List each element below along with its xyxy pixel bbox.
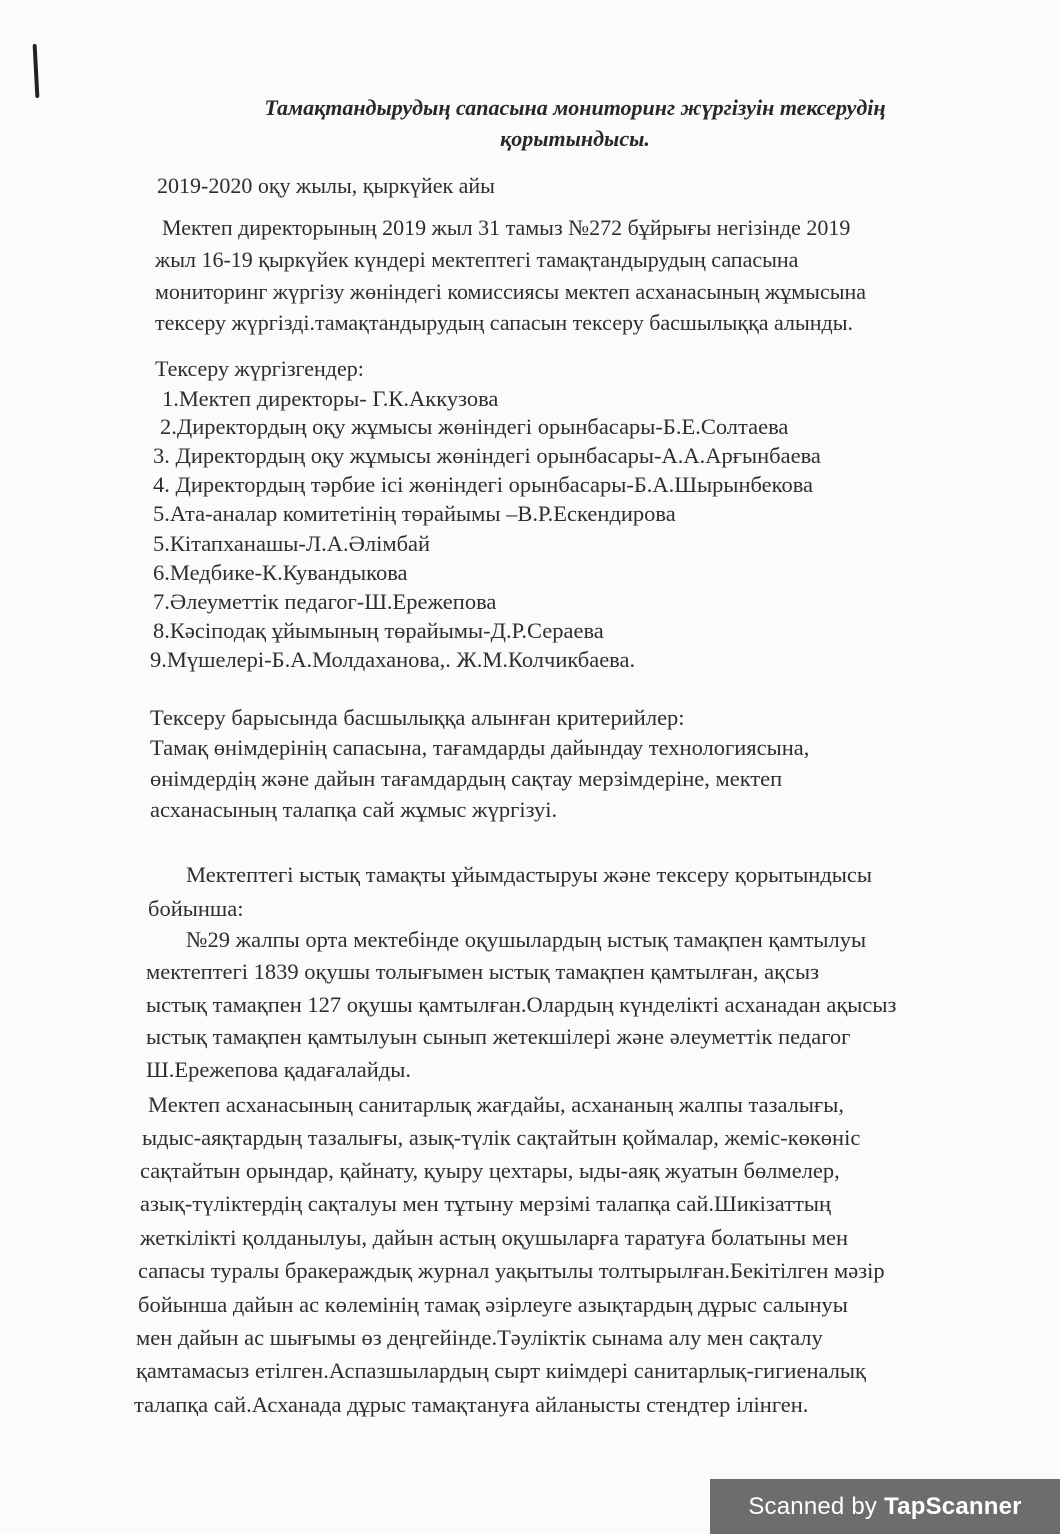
- results-line: Мектептегі ыстық тамақты ұйымдастыруы және тексеру қорытындысы: [186, 862, 873, 887]
- intro-line: жыл 16-19 қыркүйек күндері мектептегі тамақтандырудың сапасына: [155, 247, 799, 272]
- intro-line: тексеру жүргізді.тамақтандырудың сапасын тексеру басшылыққа алынды.: [155, 310, 854, 335]
- inspector-item: 4. Директордың тәрбие ісі жөніндегі орынбасары-Б.А.Шырынбекова: [153, 472, 814, 497]
- results-line: Мектеп асханасының санитарлық жағдайы, асхананың жалпы тазалығы,: [148, 1092, 844, 1117]
- results-line: №29 жалпы орта мектебінде оқушылардың ыстық тамақпен қамтылуы: [186, 927, 867, 952]
- inspectors-heading: Тексеру жүргізгендер:: [155, 356, 364, 381]
- inspector-item: 1.Мектеп директоры- Г.К.Аккузова: [162, 386, 499, 411]
- results-line: азық-түліктердің сақталуы мен тұтыну мерзімі талапқа сай.Шикізаттың: [140, 1191, 832, 1216]
- title-line-2: қорытындысы.: [500, 126, 650, 151]
- criteria-line: Тексеру барысында басшылыққа алынған критерийлер:: [150, 705, 685, 730]
- results-line: сапасы туралы бракераждық журнал уақытылы толтырылған.Бекітілген мәзір: [138, 1258, 885, 1283]
- intro-line: мониторинг жүргізу жөніндегі комиссиясы мектеп асханасының жұмысына: [155, 279, 867, 304]
- results-line: мектептегі 1839 оқушы толығымен ыстық тамақпен қамтылған, ақсыз: [146, 959, 819, 984]
- scanner-watermark: [710, 1479, 1060, 1534]
- pen-margin-mark: [33, 44, 40, 98]
- results-line: ыстық тамақпен 127 оқушы қамтылған.Олардың күнделікті асханадан ақысыз: [146, 992, 897, 1017]
- inspector-item: 8.Кәсіподақ ұйымының төрайымы-Д.Р.Сераева: [153, 618, 604, 643]
- results-line: мен дайын ас шығымы өз деңгейінде.Тәуліктік сынама алу мен сақталу: [136, 1325, 823, 1350]
- results-line: сақтайтын орындар, қайнату, қуыру цехтары, ыды-аяқ жуатын бөлмелер,: [140, 1158, 840, 1183]
- criteria-line: Тамақ өнімдерінің сапасына, тағамдарды дайындау технологиясына,: [150, 735, 810, 760]
- results-line: талапқа сай.Асханада дұрыс тамақтануға айланысты стендтер ілінген.: [134, 1392, 809, 1417]
- inspector-item: 5.Кітапханашы-Л.А.Әлімбай: [153, 531, 431, 556]
- date-line: 2019-2020 оқу жылы, қыркүйек айы: [157, 173, 495, 198]
- watermark-prefix: Scanned by: [748, 1492, 878, 1520]
- results-line: жеткілікті қолданылуы, дайын астың оқушыларға таратуға болатыны мен: [140, 1225, 849, 1250]
- results-line: қамтамасыз етілген.Аспазшылардың сырт киімдері санитарлық-гигиеналық: [136, 1358, 866, 1383]
- criteria-line: асханасының талапқа сай жұмыс жүргізуі.: [150, 797, 558, 822]
- inspector-item: 7.Әлеуметтік педагог-Ш.Ережепова: [153, 589, 497, 614]
- inspector-item: 6.Медбике-К.Кувандыкова: [153, 560, 408, 585]
- document-title: [140, 92, 1010, 154]
- inspector-item: 3. Директордың оқу жұмысы жөніндегі орынбасары-А.А.Арғынбаева: [153, 443, 821, 468]
- inspector-item: 2.Директордың оқу жұмысы жөніндегі орынбасары-Б.Е.Солтаева: [160, 414, 789, 439]
- results-line: бойынша дайын ас көлемінің тамақ әзірлеуге азықтардың дұрыс салынуы: [138, 1292, 848, 1317]
- intro-line: Мектеп директорының 2019 жыл 31 тамыз №272 бұйрығы негізінде 2019: [162, 215, 851, 240]
- results-line: ыстық тамақпен қамтылуын сынып жетекшілері және әлеуметтік педагог: [146, 1024, 851, 1049]
- inspector-item: 9.Мүшелері-Б.А.Молдаханова,. Ж.М.Колчикбаева.: [150, 647, 636, 672]
- results-line: бойынша:: [148, 896, 244, 921]
- watermark-brand: TapScanner: [884, 1492, 1022, 1520]
- inspector-item: 5.Ата-аналар комитетінің төрайымы –В.Р.Ескендирова: [153, 501, 676, 526]
- results-line: ыдыс-аяқтардың тазалығы, азық-түлік сақтайтын қоймалар, жеміс-көкөніс: [142, 1125, 861, 1150]
- results-line: Ш.Ережепова қадағалайды.: [146, 1057, 411, 1082]
- criteria-line: өнімдердің және дайын тағамдардың сақтау мерзімдеріне, мектеп: [150, 766, 783, 791]
- title-line-1: Тамақтандырудың сапасына мониторинг жүргізуін тексерудің: [264, 95, 886, 120]
